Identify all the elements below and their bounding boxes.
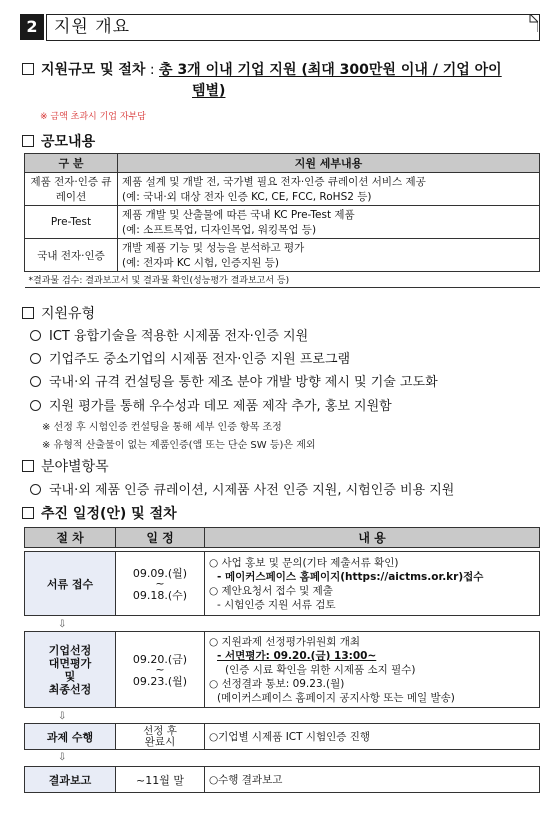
table-footnote-row <box>25 272 540 288</box>
table-row <box>25 239 540 272</box>
scale-line-2 <box>192 80 225 100</box>
section-title: 지원 개요 <box>54 17 131 37</box>
section-number: 2 <box>20 14 44 40</box>
types-item-text: 지원 평가를 통해 우수성과 데모 제품 제작 추가, 홍보 지원함 <box>49 399 392 414</box>
schedule-col2: 일 정 <box>116 528 205 548</box>
table-row <box>25 206 540 239</box>
list-item <box>30 479 454 498</box>
circle-bullet-icon <box>30 330 41 341</box>
contest-detail-line2: (예: 소프트목업, 디자인목업, 워킹목업 등) <box>122 224 317 236</box>
scale-sep: : <box>145 62 160 78</box>
schedule-content: ○ 사업 홍보 및 문의(기타 제출서류 확인) - 메이커스페이스 홈페이지(https://aictms.or.kr)접수 ○ 제안요청서 접수 및 제출 - 시험인증 지원 서류 검토 <box>205 552 540 616</box>
circle-bullet-icon <box>30 353 41 364</box>
contest-cat: 제품 전자·인증 큐레이션 <box>25 173 118 206</box>
table-row <box>25 173 540 206</box>
contest-col1: 구 분 <box>25 154 118 173</box>
schedule-date: 09.20.(금) ~ 09.23.(월) <box>116 632 205 708</box>
scale-line <box>22 59 502 79</box>
contest-footnote: *결과물 검수: 결과보고서 및 결과물 확인(성능평가 결과보고서 등) <box>25 272 540 288</box>
schedule-col1: 절 차 <box>25 528 116 548</box>
types-note: ※ 유형적 산출물이 없는 제품인증(앱 또는 단순 SW 등)은 제외 <box>42 440 316 451</box>
circle-bullet-icon <box>30 484 41 495</box>
list-item <box>30 325 308 344</box>
contest-detail-line2: (예: 전자파 KC 시험, 인증지원 등) <box>122 257 279 269</box>
schedule-content: ○기업별 시제품 ICT 시험인증 진행 <box>205 724 540 750</box>
schedule-header-table <box>24 527 540 548</box>
schedule-row-3 <box>24 723 540 750</box>
schedule-content: ○수행 결과보고 <box>205 767 540 793</box>
fields-heading: 분야별항목 <box>41 459 109 475</box>
list-item <box>30 371 438 390</box>
down-arrow-icon: ⇩ <box>58 711 67 722</box>
schedule-row-4 <box>24 766 540 793</box>
contest-detail-line2: (예: 국내·외 대상 전자 인증 KC, CE, FCC, RoHS2 등) <box>122 191 372 203</box>
schedule-date: 09.09.(월) ~ 09.18.(수) <box>116 552 205 616</box>
checkbox-bullet-icon <box>22 460 34 472</box>
contest-col2: 지원 세부내용 <box>118 154 540 173</box>
down-arrow-icon: ⇩ <box>58 752 67 763</box>
schedule-step: 기업선정 대면평가 및 최종선정 <box>25 632 116 708</box>
schedule-heading-line <box>22 503 177 523</box>
schedule-step: 결과보고 <box>25 767 116 793</box>
contest-detail-line1: 개발 제품 기능 및 성능을 분석하고 평가 <box>122 242 305 254</box>
schedule-step: 과제 수행 <box>25 724 116 750</box>
schedule-heading: 추진 일정(안) 및 절차 <box>41 506 177 522</box>
types-item-text: ICT 융합기술을 적용한 시제품 전자·인증 지원 <box>49 329 309 344</box>
contest-cat: 국내 전자·인증 <box>25 239 118 272</box>
types-heading-line <box>22 303 95 323</box>
folded-corner-icon <box>520 14 538 32</box>
schedule-row-1 <box>24 551 540 616</box>
circle-bullet-icon <box>30 376 41 387</box>
schedule-step: 서류 접수 <box>25 552 116 616</box>
contest-heading: 공모내용 <box>41 134 96 150</box>
fields-item-text: 국내·외 제품 인증 큐레이션, 시제품 사전 인증 지원, 시험인증 비용 지원 <box>49 483 455 498</box>
list-item <box>30 395 392 414</box>
types-note: ※ 선정 후 시험인증 컨설팅을 통해 세부 인증 항목 조정 <box>42 422 282 433</box>
schedule-date: ~11월 말 <box>116 767 205 793</box>
types-item-text: 국내·외 규격 컨설팅을 통한 제조 분야 개발 방향 제시 및 기술 고도화 <box>49 375 438 390</box>
contest-heading-line <box>22 131 95 151</box>
contest-detail <box>118 206 540 239</box>
contest-cat: Pre-Test <box>25 206 118 239</box>
section-header <box>20 14 540 42</box>
circle-bullet-icon <box>30 400 41 411</box>
scale-text-2: 템별) <box>192 83 226 99</box>
contest-detail-line1: 제품 개발 및 산출물에 따른 국내 KC Pre-Test 제품 <box>122 209 355 221</box>
schedule-row-2 <box>24 631 540 708</box>
contest-table <box>24 153 540 288</box>
contest-detail <box>118 173 540 206</box>
scale-note: ※ 금액 초과시 기업 자부담 <box>40 112 146 122</box>
contest-detail <box>118 239 540 272</box>
checkbox-bullet-icon <box>22 307 34 319</box>
down-arrow-icon: ⇩ <box>58 619 67 630</box>
checkbox-bullet-icon <box>22 135 34 147</box>
schedule-content: ○ 지원과제 선정평가위원회 개최 - 서면평가: 09.20.(금) 13:00~ (인증 시료 확인을 위한 시제품 소지 필수) ○ 선정결과 통보: 09.23.(월) (메이커스페이스 홈페이지 공지사항 또는 메일 발송) <box>205 632 540 708</box>
contest-detail-line1: 제품 설계 및 개발 전, 국가별 필요 전자·인증 큐레이션 서비스 제공 <box>122 176 426 188</box>
fields-heading-line <box>22 456 109 476</box>
schedule-col3: 내 용 <box>205 528 540 548</box>
scale-text-1: 총 3개 이내 기업 지원 (최대 300만원 이내 / 기업 아이 <box>159 62 502 78</box>
scale-label: 지원규모 및 절차 <box>41 62 146 78</box>
checkbox-bullet-icon <box>22 63 34 75</box>
types-heading: 지원유형 <box>41 306 96 322</box>
schedule-date: 선정 후 완료시 <box>116 724 205 750</box>
list-item <box>30 348 350 367</box>
checkbox-bullet-icon <box>22 507 34 519</box>
types-item-text: 기업주도 중소기업의 시제품 전자·인증 지원 프로그램 <box>49 352 351 367</box>
